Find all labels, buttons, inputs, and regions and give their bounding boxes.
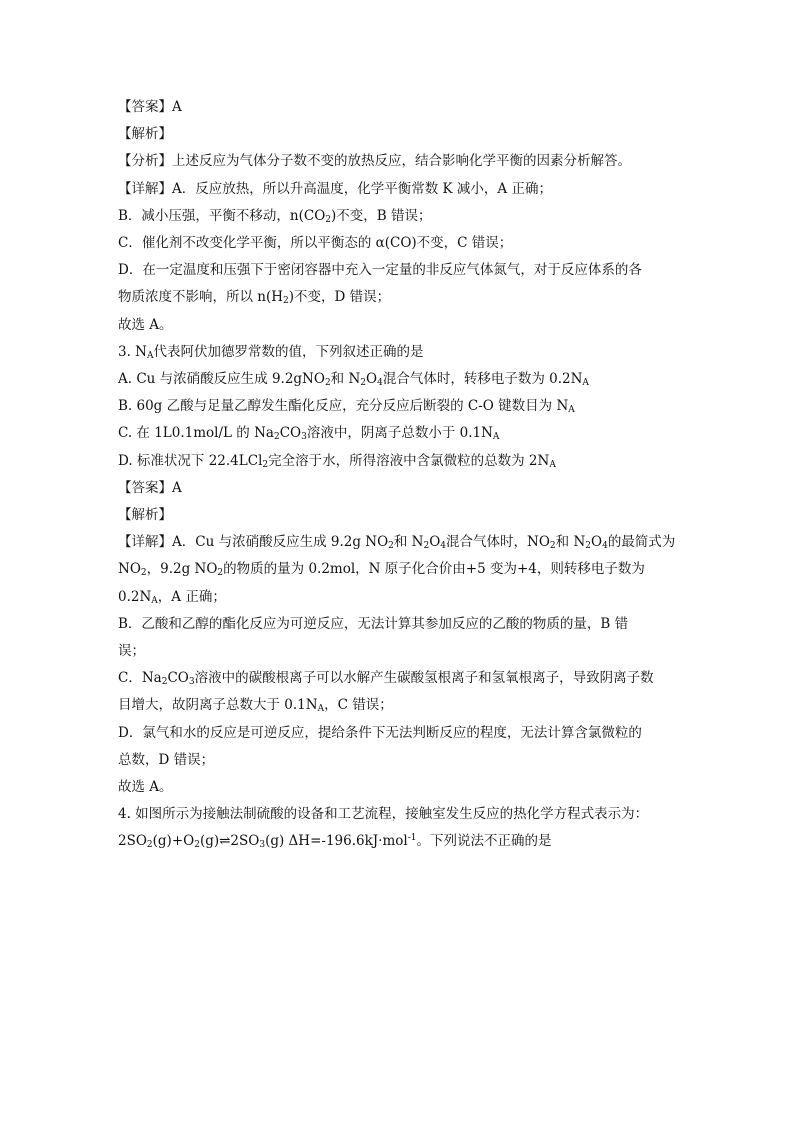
text-line	[118, 366, 678, 393]
subscript: A	[317, 704, 325, 715]
text-line	[118, 638, 678, 665]
text-line	[118, 529, 678, 556]
subscript: 2	[549, 541, 556, 552]
text-run: CO	[167, 670, 189, 687]
text-line	[118, 747, 678, 774]
text-run: 完全溶于水，所得溶液中含氯微粒的总数为 2N	[268, 452, 550, 469]
text-run: C．Na	[118, 670, 162, 687]
text-run: 【分析】上述反应为气体分子数不变的放热反应，结合影响化学平衡的因素分析解答。	[118, 153, 631, 170]
text-run: 目增大，故阴离子总数大于 0.1N	[118, 697, 318, 714]
text-line	[118, 502, 678, 529]
text-run: 和 N	[330, 371, 361, 388]
text-run: 【解析】	[118, 126, 172, 143]
subscript: A	[146, 350, 154, 361]
text-line	[118, 774, 678, 801]
text-run: 溶液中，阴离子总数小于 0.1N	[306, 425, 493, 442]
text-run: 0.2N	[118, 588, 152, 605]
text-line	[118, 720, 678, 747]
text-run: 溶液中的碳酸根离子可以水解产生碳酸氢根离子和氢氧根离子，导致阴离子数	[194, 670, 654, 687]
subscript: 4	[377, 378, 383, 389]
text-run: 总数，D 错误；	[118, 751, 215, 768]
text-run: 【答案】A	[118, 479, 182, 496]
text-run: B．减小压强，平衡不移动，n(CO	[118, 207, 326, 224]
text-line	[118, 121, 678, 148]
subscript: 2	[194, 840, 200, 851]
text-run: 故选 A。	[118, 779, 173, 796]
superscript: -1	[407, 833, 417, 844]
subscript: 2	[161, 677, 168, 688]
text-run: O	[429, 534, 441, 551]
text-run: 【解析】	[118, 507, 172, 524]
text-run: D．氯气和水的反应是可逆反应，提给条件下无法判断反应的程度，无法计算含氯微粒的	[118, 724, 642, 741]
subscript: 2	[324, 378, 331, 389]
subscript: 3	[259, 840, 266, 851]
text-run: )不变，D 错误；	[288, 289, 391, 306]
subscript: A	[151, 595, 158, 606]
text-run: NO	[118, 561, 141, 578]
text-run: D. 标准状况下 22.4LCl	[118, 452, 263, 469]
text-line	[118, 665, 678, 692]
text-line	[118, 828, 678, 855]
text-run: A. Cu 与浓硝酸反应生成 9.2gNO	[118, 371, 325, 388]
subscript: 2	[146, 840, 153, 851]
subscript: A	[582, 378, 589, 389]
text-line	[118, 176, 678, 203]
text-line	[118, 339, 678, 366]
subscript: 3	[188, 677, 195, 688]
subscript: A	[549, 459, 556, 470]
text-run: ，A 正确；	[157, 588, 226, 605]
text-run: 【详解】A．Cu 与浓硝酸反应生成 9.2g NO	[118, 534, 389, 551]
text-line	[118, 230, 678, 257]
text-run: 代表阿伏加德罗常数的值，下列叙述正确的是	[153, 343, 424, 360]
subscript: A	[492, 432, 500, 443]
text-run: CO	[279, 425, 302, 442]
subscript: 2	[262, 459, 269, 470]
text-run: ，C 错误；	[324, 697, 393, 714]
text-run: O	[591, 534, 603, 551]
text-run: O	[366, 371, 378, 388]
text-line	[118, 284, 678, 311]
text-run: C. 在 1L0.1mol/L 的 Na	[118, 425, 274, 442]
text-run: 和 N	[555, 534, 586, 551]
text-run: B．乙酸和乙醇的酯化反应为可逆反应，无法计算其参加反应的乙酸的物质的量，B 错	[118, 615, 629, 632]
subscript: 2	[325, 214, 332, 225]
text-line	[118, 556, 678, 583]
text-line	[118, 257, 678, 284]
text-line	[118, 420, 678, 447]
text-run: 故选 A。	[118, 316, 173, 333]
subscript: 2	[283, 296, 289, 307]
subscript: 2	[273, 432, 280, 443]
text-run: 物质浓度不影响，所以 n(H	[118, 289, 284, 306]
subscript: 3	[301, 432, 307, 443]
text-line	[118, 584, 678, 611]
subscript: A	[568, 405, 575, 416]
text-line	[118, 475, 678, 502]
text-run: 混合气体时，NO	[446, 534, 550, 551]
text-run: 误；	[118, 643, 145, 660]
text-run: 2SO	[118, 833, 147, 850]
subscript: 2	[140, 568, 147, 579]
subscript: 2	[585, 541, 591, 552]
subscript: 2	[423, 541, 430, 552]
text-run: B. 60g 乙酸与足量乙醇发生酯化反应，充分反应后断裂的 C-O 键数目为 N	[118, 398, 569, 415]
text-line	[118, 393, 678, 420]
text-run: (g) ΔH=-196.6kJ·mol	[265, 833, 408, 850]
text-line	[118, 94, 678, 121]
text-run: 和 N	[393, 534, 424, 551]
text-line	[118, 203, 678, 230]
text-line	[118, 448, 678, 475]
text-run: (g)⇌2SO	[199, 833, 260, 850]
text-run: 3. N	[118, 343, 147, 360]
text-run: C．催化剂不改变化学平衡，所以平衡态的 α(CO)不变，C 错误；	[118, 235, 513, 252]
text-line	[118, 801, 678, 828]
text-line	[118, 148, 678, 175]
text-run: 。下列说法不正确的是	[416, 833, 552, 850]
subscript: 2	[360, 378, 367, 389]
text-run: 【答案】A	[118, 99, 182, 115]
text-line	[118, 692, 678, 719]
text-line	[118, 611, 678, 638]
text-run: 的最简式为	[607, 534, 676, 551]
text-run: (g)+O	[152, 833, 195, 850]
subscript: 4	[602, 541, 608, 552]
text-run: 4. 如图所示为接触法制硫酸的设备和工艺流程，接触室发生反应的热化学方程式表示为：	[118, 806, 649, 823]
text-run: 混合气体时，转移电子数为 0.2N	[382, 371, 583, 388]
subscript: 2	[388, 541, 394, 552]
text-run: D．在一定温度和压强下于密闭容器中充入一定量的非反应气体氮气，对于反应体系的各	[118, 262, 642, 279]
text-run: 【详解】A．反应放热，所以升高温度，化学平衡常数 K 减小，A 正确；	[118, 180, 552, 197]
text-line	[118, 312, 678, 339]
subscript: 4	[440, 541, 447, 552]
subscript: 2	[217, 568, 224, 579]
text-run: ，9.2g NO	[146, 561, 218, 578]
text-run: 的物质的量为 0.2mol，N 原子化合价由+5 变为+4，则转移电子数为	[223, 561, 645, 578]
document-body	[118, 94, 678, 856]
text-run: )不变，B 错误；	[331, 207, 432, 224]
